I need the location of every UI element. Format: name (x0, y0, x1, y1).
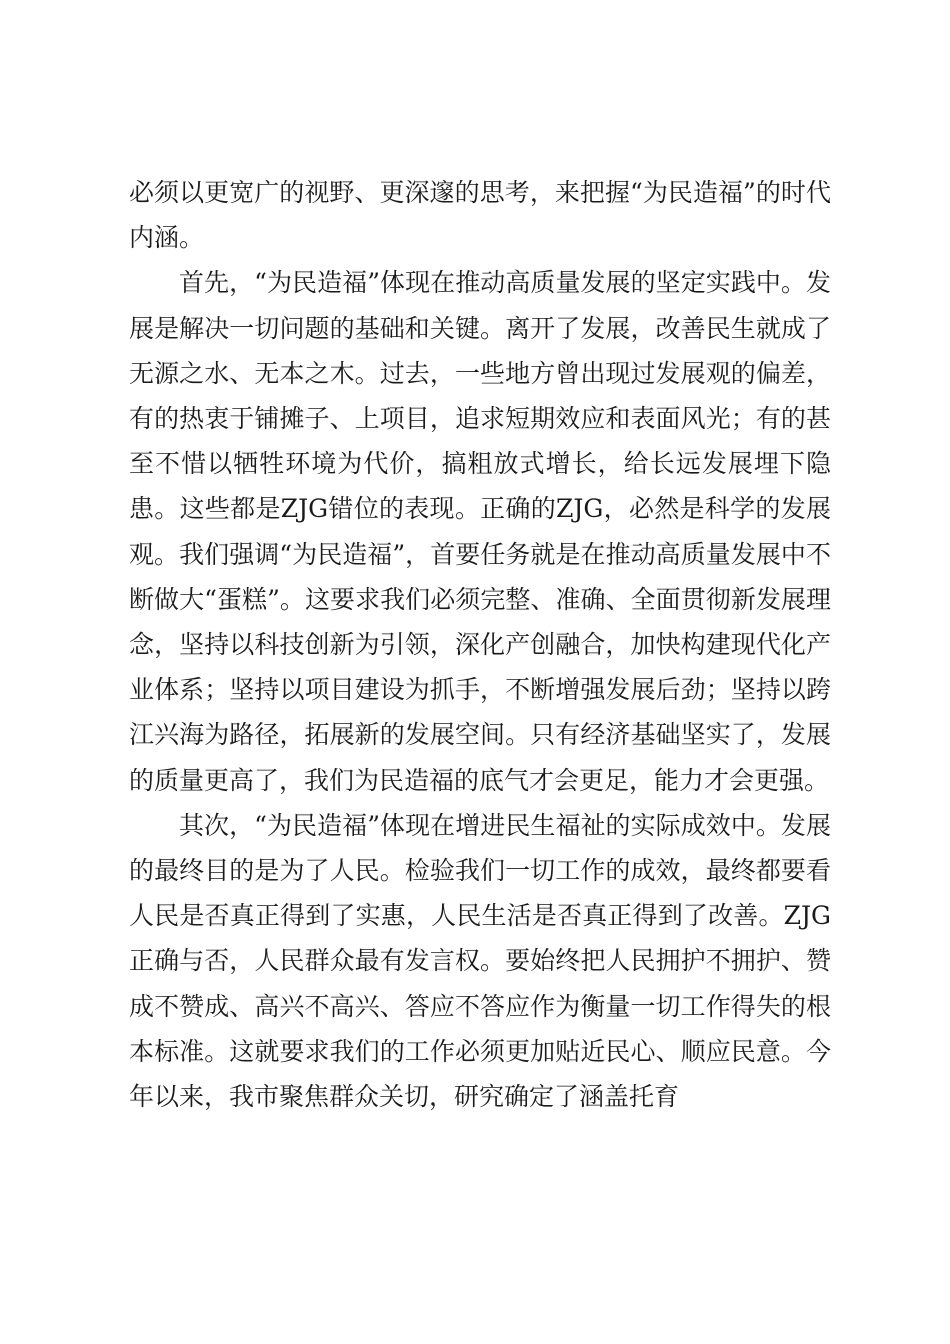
paragraph-second-point: 其次，“为民造福”体现在增进民生福祉的实际成效中。发展的最终目的是为了人民。检验我们一切工作的成效，最终都要看人民是否真正得到了实惠，人民生活是否真正得到了改善。ZJG正确与否，人民群众最有发言权。要始终把人民拥护不拥护、赞成不赞成、高兴不高兴、答应不答应作为衡量一切工作得失的根本标准。这就要求我们的工作必须更加贴近民心、顺应民意。今年以来，我市聚焦群众关切，研究确定了涵盖托育 (129, 810, 831, 1112)
paragraph-continued: 必须以更宽广的视野、更深邃的思考，来把握“为民造福”的时代内涵。 (129, 178, 831, 253)
body-text (129, 170, 831, 1119)
paragraph-first-point: 首先，“为民造福”体现在推动高质量发展的坚定实践中。发展是解决一切问题的基础和关键。离开了发展，改善民生就成了无源之水、无本之木。过去，一些地方曾出现过发展观的偏差，有的热衷于铺摊子、上项目，追求短期效应和表面风光；有的甚至不惜以牺牲环境为代价，搞粗放式增长，给长远发展埋下隐患。这些都是ZJG错位的表现。正确的ZJG，必然是科学的发展观。我们强调“为民造福”，首要任务就是在推动高质量发展中不断做大“蛋糕”。这要求我们必须完整、准确、全面贯彻新发展理念，坚持以科技创新为引领，深化产创融合，加快构建现代化产业体系；坚持以项目建设为抓手，不断增强发展后劲；坚持以跨江兴海为路径，拓展新的发展空间。只有经济基础坚实了，发展的质量更高了，我们为民造福的底气才会更足，能力才会更强。 (129, 268, 831, 795)
